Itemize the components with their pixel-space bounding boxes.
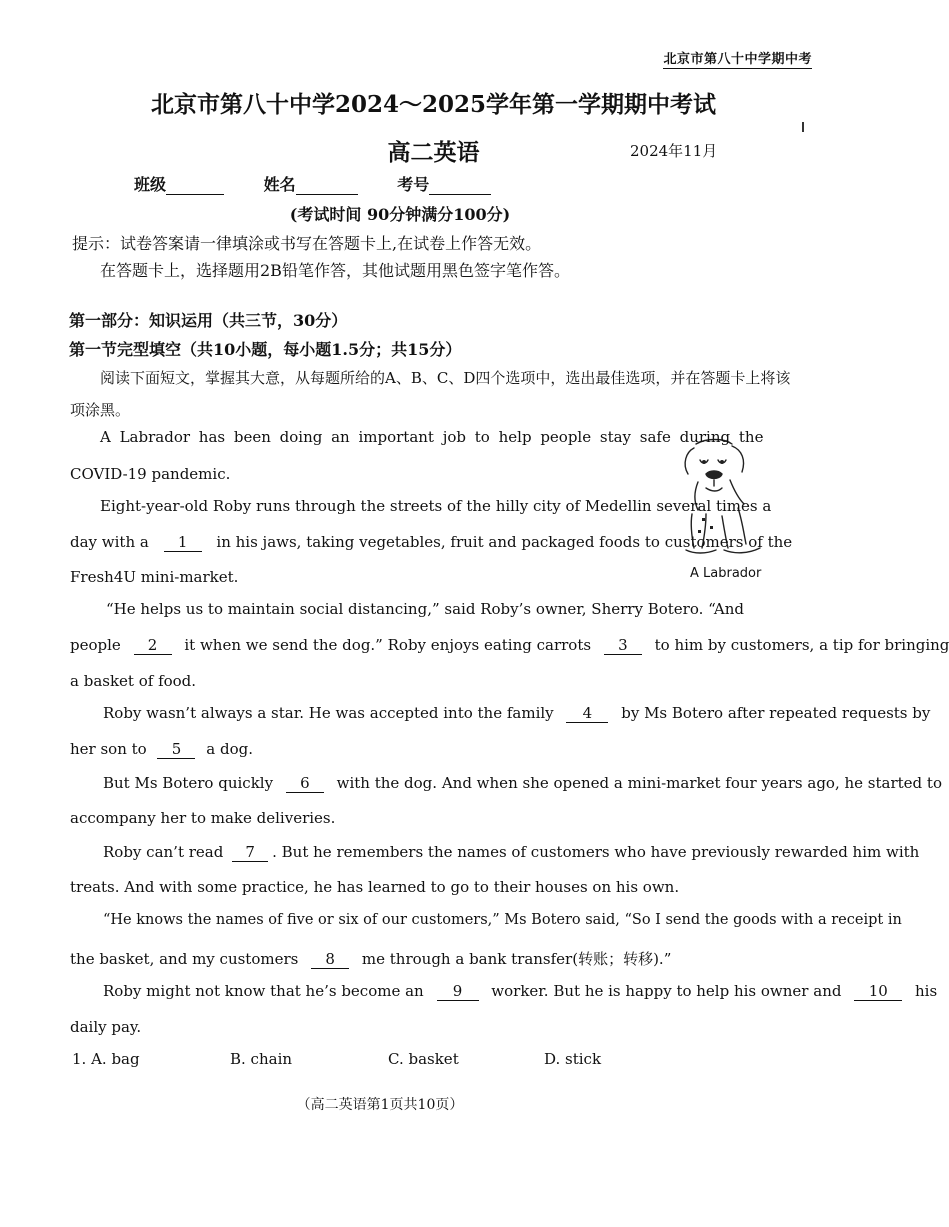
passage-line: Eight-year-old Roby runs through the streets of the hilly city of Medellin several times a — [100, 497, 772, 515]
passage-line: A Labrador has been doing an important job to help people stay safe during the — [100, 428, 764, 446]
blank-6[interactable]: 6 — [286, 774, 324, 793]
passage-line: “He knows the names of five or six of our customers,” Ms Botero said, “So I send the goods with a receipt in — [103, 912, 902, 928]
passage-line — [103, 843, 919, 862]
blank-8[interactable]: 8 — [311, 950, 349, 969]
passage-text: . But he remembers the names of customers who have previously rewarded him with — [272, 843, 920, 861]
blank-3[interactable]: 3 — [604, 636, 642, 655]
blank-10[interactable]: 10 — [854, 982, 902, 1001]
passage-text: her son to — [70, 740, 147, 758]
option-a[interactable]: 1. A. bag — [72, 1050, 140, 1068]
passage-text: his — [915, 982, 938, 1000]
subject-title: 高二英语 — [387, 139, 480, 166]
passage-line — [103, 774, 942, 793]
section-heading: 第一节完型填空（共10小题，每小题1.5分；共15分） — [69, 340, 462, 359]
passage-line — [103, 704, 930, 723]
number-blank[interactable] — [429, 178, 491, 195]
passage-text: Roby wasn’t always a star. He was accepted into the family — [103, 704, 554, 722]
passage-line: a basket of food. — [70, 672, 197, 690]
passage-line: COVID-19 pandemic. — [70, 465, 231, 483]
student-info-row — [134, 172, 525, 195]
blank-5[interactable]: 5 — [157, 740, 195, 759]
passage-text: it when we send the dog.” Roby enjoys eating carrots — [184, 636, 592, 654]
name-label: 姓名 — [263, 175, 296, 194]
option-b[interactable]: B. chain — [230, 1050, 293, 1068]
number-label: 考号 — [397, 175, 430, 194]
passage-line: accompany her to make deliveries. — [70, 809, 336, 827]
passage-text: But Ms Botero quickly — [103, 774, 274, 792]
passage-line — [103, 982, 937, 1001]
passage-text: Roby might not know that he’s become an — [103, 982, 424, 1000]
passage-text: to him by customers, a tip for bringing — [654, 636, 949, 654]
class-blank[interactable] — [166, 178, 224, 195]
passage-line — [70, 533, 792, 552]
question-1-options — [72, 1050, 601, 1068]
image-caption: A Labrador — [690, 566, 762, 581]
exam-title: 北京市第八十中学2024～2025学年第一学期期中考试 — [150, 91, 717, 118]
exam-date: 2024年11月 — [630, 142, 718, 160]
blank-4[interactable]: 4 — [566, 704, 608, 723]
school-mark: 北京市第八十中学期中考 — [663, 48, 812, 69]
exam-duration: (考试时间 90分钟满分100分) — [289, 205, 511, 224]
passage-text: in his jaws, taking vegetables, fruit and packaged foods to customers of the — [216, 533, 793, 551]
option-c[interactable]: C. basket — [388, 1050, 459, 1068]
instructions: 阅读下面短文，掌握其大意，从每题所给的A、B、C、D四个选项中，选出最佳选项，并在答题卡上将该项涂黑。 — [70, 369, 791, 419]
passage-text: people — [70, 636, 121, 654]
scan-mark — [802, 122, 804, 132]
name-field[interactable] — [264, 175, 358, 194]
blank-7[interactable]: 7 — [232, 843, 268, 862]
passage-text: worker. But he is happy to help his owner and — [491, 982, 842, 1000]
part-heading: 第一部分：知识运用（共三节，30分） — [69, 311, 348, 330]
name-blank[interactable] — [296, 178, 358, 195]
passage-line: “He helps us to maintain social distancing,” said Roby’s owner, Sherry Botero. “And — [106, 600, 744, 618]
tip-line-2: 在答题卡上，选择题用2B铅笔作答，其他试题用黑色签字笔作答。 — [100, 261, 570, 280]
passage-line: treats. And with some practice, he has learned to go to their houses on his own. — [70, 878, 680, 896]
passage-text: me through a bank transfer(转账；转移).” — [361, 950, 672, 968]
blank-9[interactable]: 9 — [437, 982, 479, 1001]
blank-1[interactable]: 1 — [164, 533, 202, 552]
passage-text: by Ms Botero after repeated requests by — [621, 704, 931, 722]
blank-2[interactable]: 2 — [134, 636, 172, 655]
class-label: 班级 — [134, 175, 167, 194]
passage-text: with the dog. And when she opened a mini-market four years ago, he started to — [336, 774, 942, 792]
passage-line — [70, 948, 671, 969]
passage-line — [70, 740, 253, 759]
class-field[interactable] — [134, 175, 224, 194]
tip-line-1: 提示：试卷答案请一律填涂或书写在答题卡上,在试卷上作答无效。 — [72, 234, 542, 253]
number-field[interactable] — [397, 175, 491, 194]
option-d[interactable]: D. stick — [544, 1050, 602, 1068]
passage-line: daily pay. — [70, 1018, 142, 1036]
passage-line — [70, 636, 949, 655]
passage-text: the basket, and my customers — [70, 950, 299, 968]
passage-text: a dog. — [206, 740, 253, 758]
passage-text: day with a — [70, 533, 149, 551]
passage-line: Fresh4U mini-market. — [70, 568, 239, 586]
page-footer: （高二英语第1页共10页） — [296, 1097, 464, 1113]
passage-text: Roby can’t read — [103, 843, 224, 861]
